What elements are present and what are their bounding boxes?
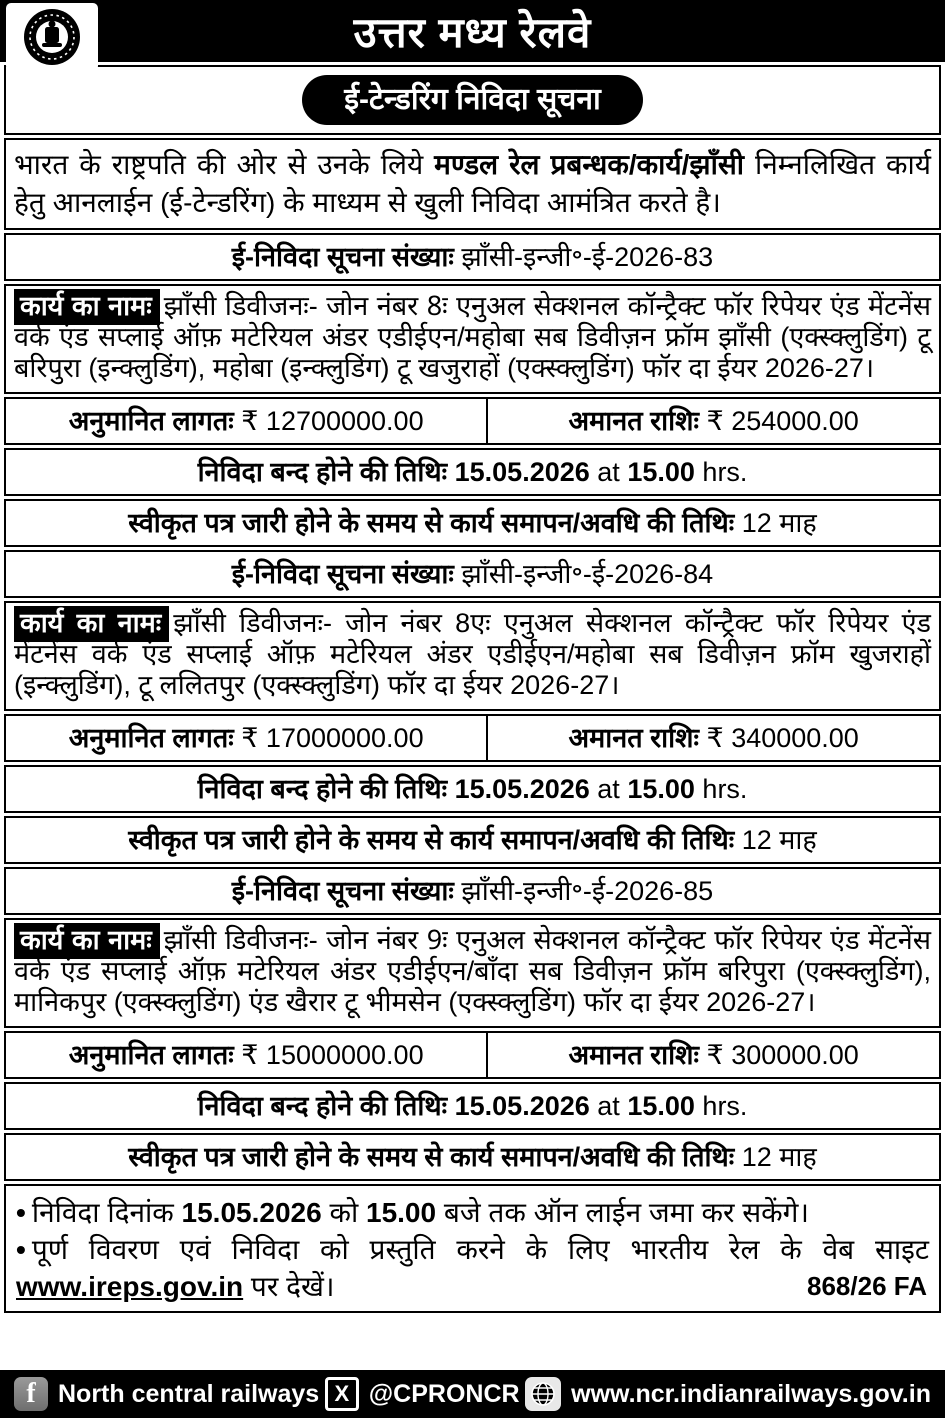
header-band xyxy=(0,0,945,62)
emd-cell xyxy=(488,716,939,760)
work-name-value: झाँसी डिवीजनः- जोन नंबर 8एः एनुअल सेक्शनल कॉन्ट्रैक्ट फॉर रिपेयर एंड मेंटनेंस वर्क एंड सप्लाई ऑफ़ मटेरियल अंडर एडीईएन/महोबा सब डिवीज़न फ्रॉम खुजराहों (इन्क्लुडिंग), टू ललितपुर (एक्स्क्लुडिंग) फॉर दा ईयर 2026-27। xyxy=(14,608,931,700)
at-word: at xyxy=(597,1091,620,1121)
twitter-link[interactable] xyxy=(325,1377,520,1411)
estimated-cost-label: अनुमानित लागतः xyxy=(68,1040,234,1070)
intro-text-1: भारत के राष्ट्रपति की ओर से उनके लिये xyxy=(14,149,435,180)
completion-value: 12 माह xyxy=(741,825,817,855)
completion-label: स्वीकृत पत्र जारी होने के समय से कार्य समापन/अवधि की तिथिः xyxy=(128,508,735,538)
notice-body xyxy=(0,65,945,1313)
intro-text-2: निम्नलिखित कार्य हेतु आनलाईन (ई-टेन्डरिंग) के माध्यम से खुली निविदा आमंत्रित करते है। xyxy=(14,149,931,218)
estimated-cost-cell xyxy=(6,1033,488,1077)
tender-number-value: झाँसी-इन्जी॰-ई-2026-83 xyxy=(461,242,714,272)
tender-2-completion-row xyxy=(4,816,941,864)
notice-subtitle-pill: ई-टेन्डरिंग निविदा सूचना xyxy=(302,75,643,125)
ireps-website-link[interactable]: www.ireps.gov.in xyxy=(16,1271,244,1302)
website-link[interactable] xyxy=(525,1377,931,1411)
at-word: at xyxy=(597,457,620,487)
footer-notes xyxy=(4,1184,941,1313)
tender-number-label: ई-निविदा सूचना संख्याः xyxy=(231,876,454,906)
hrs-word: hrs. xyxy=(702,1091,748,1121)
emd-cell xyxy=(488,1033,939,1077)
estimated-cost-cell xyxy=(6,399,488,443)
note-1-mid: को xyxy=(321,1197,366,1228)
globe-icon xyxy=(525,1377,561,1411)
facebook-icon: f xyxy=(14,1377,48,1411)
closing-date: 15.05.2026 xyxy=(454,774,590,804)
completion-label: स्वीकृत पत्र जारी होने के समय से कार्य समापन/अवधि की तिथिः xyxy=(128,1142,735,1172)
twitter-handle: @CPRONCR xyxy=(368,1379,520,1408)
note-1-end: बजे तक ऑन लाईन जमा कर सकेंगे। xyxy=(436,1197,810,1228)
emd-label: अमानत राशिः xyxy=(568,1040,699,1070)
note-1-text: निविदा दिनांक xyxy=(31,1197,182,1228)
social-footer-bar xyxy=(0,1370,945,1418)
page-title: उत्तर मध्य रेलवे xyxy=(353,8,592,56)
work-name-label: कार्य का नामः xyxy=(14,289,160,325)
at-word: at xyxy=(597,774,620,804)
emd-label: अमानत राशिः xyxy=(568,406,699,436)
completion-value: 12 माह xyxy=(741,1142,817,1172)
tender-1-cost-row xyxy=(4,397,941,445)
tender-2-work-row xyxy=(4,601,941,711)
bullet-icon: • xyxy=(16,1197,26,1228)
closing-label: निविदा बन्द होने की तिथिः xyxy=(197,1091,448,1121)
tender-3-closing-row xyxy=(4,1082,941,1130)
intro-paragraph xyxy=(4,138,941,230)
closing-time: 15.00 xyxy=(627,774,695,804)
note-1-time: 15.00 xyxy=(366,1197,437,1228)
hrs-word: hrs. xyxy=(702,774,748,804)
estimated-cost-value: ₹ 17000000.00 xyxy=(241,723,424,753)
facebook-link[interactable] xyxy=(14,1377,319,1411)
hrs-word: hrs. xyxy=(702,457,748,487)
tender-number-value: झाँसी-इन्जी॰-ई-2026-84 xyxy=(461,559,714,589)
completion-label: स्वीकृत पत्र जारी होने के समय से कार्य समापन/अवधि की तिथिः xyxy=(128,825,735,855)
tender-number-label: ई-निविदा सूचना संख्याः xyxy=(231,559,454,589)
closing-time: 15.00 xyxy=(627,1091,695,1121)
estimated-cost-value: ₹ 12700000.00 xyxy=(241,406,424,436)
tender-2-number-row xyxy=(4,550,941,598)
notice-subtitle-box xyxy=(4,65,941,135)
tender-3-work-row xyxy=(4,918,941,1028)
estimated-cost-label: अनुमानित लागतः xyxy=(68,406,234,436)
closing-date: 15.05.2026 xyxy=(454,457,590,487)
closing-label: निविदा बन्द होने की तिथिः xyxy=(197,774,448,804)
indian-railways-logo xyxy=(6,3,98,71)
work-name-value: झाँसी डिवीजनः- जोन नंबर 8ः एनुअल सेक्शनल कॉन्ट्रैक्ट फॉर रिपेयर एंड मेंटनेंस वर्क एंड सप्लाई ऑफ़ मटेरियल अंडर एडीईएन/महोबा सब डिवीज़न फ्रॉम झाँसी (एक्स्क्लुडिंग) टू बरिपुरा (इन्क्लुडिंग), महोबा (इन्क्लुडिंग) टू खजुराहों (एक्स्क्लुडिंग) फॉर दा ईयर 2026-27। xyxy=(14,291,932,383)
tender-3-number-row xyxy=(4,867,941,915)
tender-3-cost-row xyxy=(4,1031,941,1079)
note-2-end: पर देखें। xyxy=(243,1271,335,1302)
estimated-cost-label: अनुमानित लागतः xyxy=(68,723,234,753)
tender-2-closing-row xyxy=(4,765,941,813)
tender-1-number-row xyxy=(4,233,941,281)
note-online-submission xyxy=(16,1194,929,1231)
work-name-label: कार्य का नामः xyxy=(14,606,169,642)
tender-2-cost-row xyxy=(4,714,941,762)
tender-number-label: ई-निविदा सूचना संख्याः xyxy=(231,242,454,272)
tender-3-completion-row xyxy=(4,1133,941,1181)
facebook-label: North central railways xyxy=(58,1379,320,1408)
note-website-details xyxy=(16,1231,929,1305)
bullet-icon: • xyxy=(16,1234,26,1265)
emd-cell xyxy=(488,399,939,443)
closing-label: निविदा बन्द होने की तिथिः xyxy=(197,457,448,487)
website-url: www.ncr.indianrailways.gov.in xyxy=(571,1379,931,1408)
emd-value: ₹ 300000.00 xyxy=(706,1040,859,1070)
tender-1-closing-row xyxy=(4,448,941,496)
advert-reference-number: 868/26 FA xyxy=(807,1271,927,1301)
note-2-text: पूर्ण विवरण एवं निविदा को प्रस्तुति करने के लिए भारतीय रेल के वेब साइट xyxy=(31,1234,929,1265)
estimated-cost-value: ₹ 15000000.00 xyxy=(241,1040,424,1070)
x-twitter-icon: X xyxy=(325,1377,359,1411)
closing-time: 15.00 xyxy=(627,457,695,487)
emd-label: अमानत राशिः xyxy=(568,723,699,753)
work-name-value: झाँसी डिवीजनः- जोन नंबर 9ः एनुअल सेक्शनल कॉन्ट्रैक्ट फॉर रिपेयर एंड मेंटनेंस वर्क एंड सप्लाई ऑफ़ मटेरियल अंडर एडीईएन/बाँदा सब डिवीज़न फ्रॉम बरिपुरा (एक्स्क्लुडिंग), मानिकपुर (एक्स्क्लुडिंग) एंड खैरार टू भीमसेन (एक्स्क्लुडिंग) फॉर दा ईयर 2026-27। xyxy=(14,925,932,1017)
estimated-cost-cell xyxy=(6,716,488,760)
closing-date: 15.05.2026 xyxy=(454,1091,590,1121)
tender-number-value: झाँसी-इन्जी॰-ई-2026-85 xyxy=(461,876,714,906)
intro-authority: मण्डल रेल प्रबन्धक/कार्य/झाँसी xyxy=(434,149,745,180)
emd-value: ₹ 340000.00 xyxy=(706,723,859,753)
completion-value: 12 माह xyxy=(741,508,817,538)
work-name-label: कार्य का नामः xyxy=(14,923,160,959)
emd-value: ₹ 254000.00 xyxy=(706,406,859,436)
tender-1-work-row xyxy=(4,284,941,394)
note-1-date: 15.05.2026 xyxy=(181,1197,322,1228)
indian-railways-emblem-icon xyxy=(13,7,91,67)
tender-1-completion-row xyxy=(4,499,941,547)
